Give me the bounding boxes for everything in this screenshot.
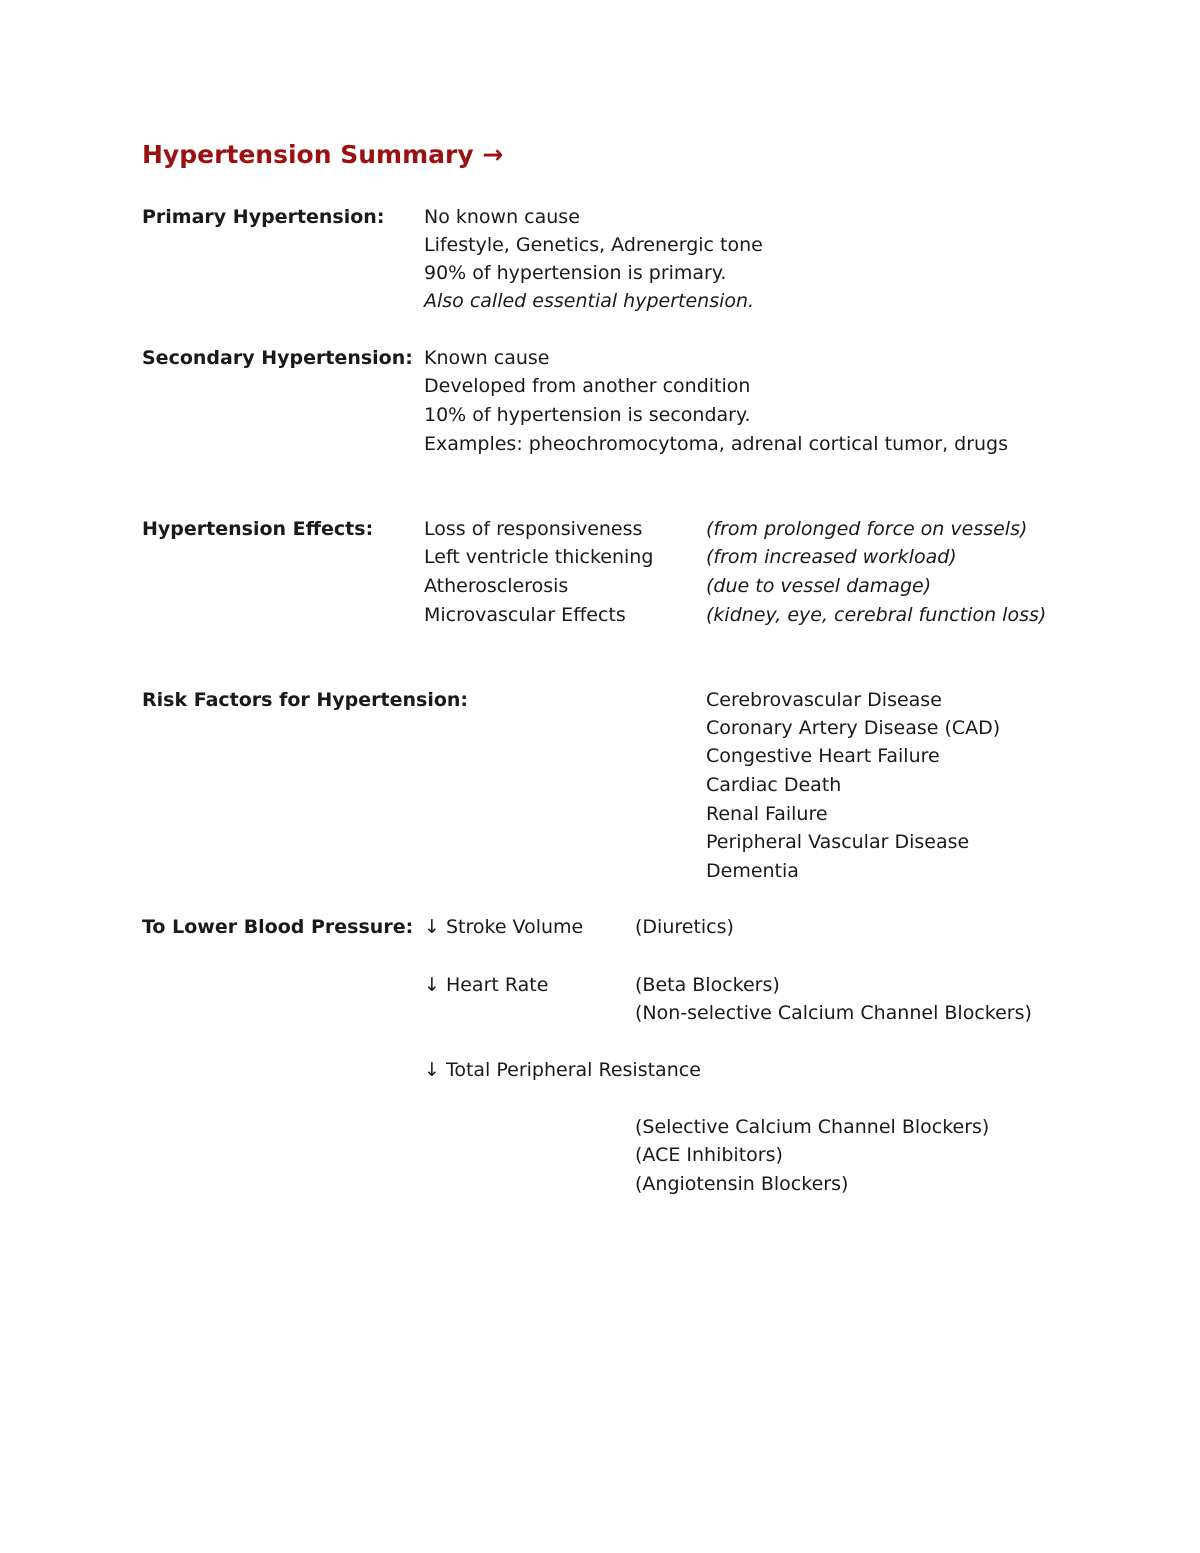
- risk-label: Risk Factors for Hypertension:: [142, 689, 469, 711]
- secondary-line: 10% of hypertension is secondary.: [424, 404, 751, 426]
- primary-label: Primary Hypertension:: [142, 206, 385, 228]
- effect-item: Loss of responsiveness: [424, 518, 643, 540]
- drug-class: (ACE Inhibitors): [635, 1144, 783, 1166]
- drug-class: (Angiotensin Blockers): [635, 1173, 849, 1195]
- risk-item: Cerebrovascular Disease: [706, 689, 942, 711]
- secondary-line: Known cause: [424, 347, 550, 369]
- effect-item: Atherosclerosis: [424, 575, 569, 597]
- drug-class: (Beta Blockers): [635, 974, 780, 996]
- effect-cause: (due to vessel damage): [706, 575, 932, 597]
- effect-item: Microvascular Effects: [424, 604, 626, 626]
- secondary-line: Developed from another condition: [424, 375, 751, 397]
- effect-cause: (from prolonged force on vessels): [706, 518, 1028, 540]
- secondary-line: Examples: pheochromocytoma, adrenal cortical tumor, drugs: [424, 433, 1009, 455]
- secondary-label: Secondary Hypertension:: [142, 347, 413, 369]
- lower-target: ↓ Heart Rate: [424, 974, 549, 996]
- drug-class: (Non-selective Calcium Channel Blockers): [635, 1002, 1032, 1024]
- primary-line: Also called essential hypertension.: [424, 290, 755, 312]
- risk-item: Congestive Heart Failure: [706, 745, 940, 767]
- page-title: Hypertension Summary →: [142, 140, 504, 169]
- risk-item: Peripheral Vascular Disease: [706, 831, 970, 853]
- drug-class: (Diuretics): [635, 916, 734, 938]
- primary-line: 90% of hypertension is primary.: [424, 262, 727, 284]
- lower-bp-label: To Lower Blood Pressure:: [142, 916, 414, 938]
- lower-target: ↓ Total Peripheral Resistance: [424, 1059, 701, 1081]
- risk-item: Dementia: [706, 860, 799, 882]
- primary-line: Lifestyle, Genetics, Adrenergic tone: [424, 234, 763, 256]
- risk-item: Renal Failure: [706, 803, 828, 825]
- drug-class: (Selective Calcium Channel Blockers): [635, 1116, 990, 1138]
- effect-item: Left ventricle thickening: [424, 546, 654, 568]
- effect-cause: (from increased workload): [706, 546, 957, 568]
- effect-cause: (kidney, eye, cerebral function loss): [706, 604, 1047, 626]
- primary-line: No known cause: [424, 206, 580, 228]
- risk-item: Coronary Artery Disease (CAD): [706, 717, 1001, 739]
- risk-item: Cardiac Death: [706, 774, 842, 796]
- effects-label: Hypertension Effects:: [142, 518, 374, 540]
- lower-target: ↓ Stroke Volume: [424, 916, 584, 938]
